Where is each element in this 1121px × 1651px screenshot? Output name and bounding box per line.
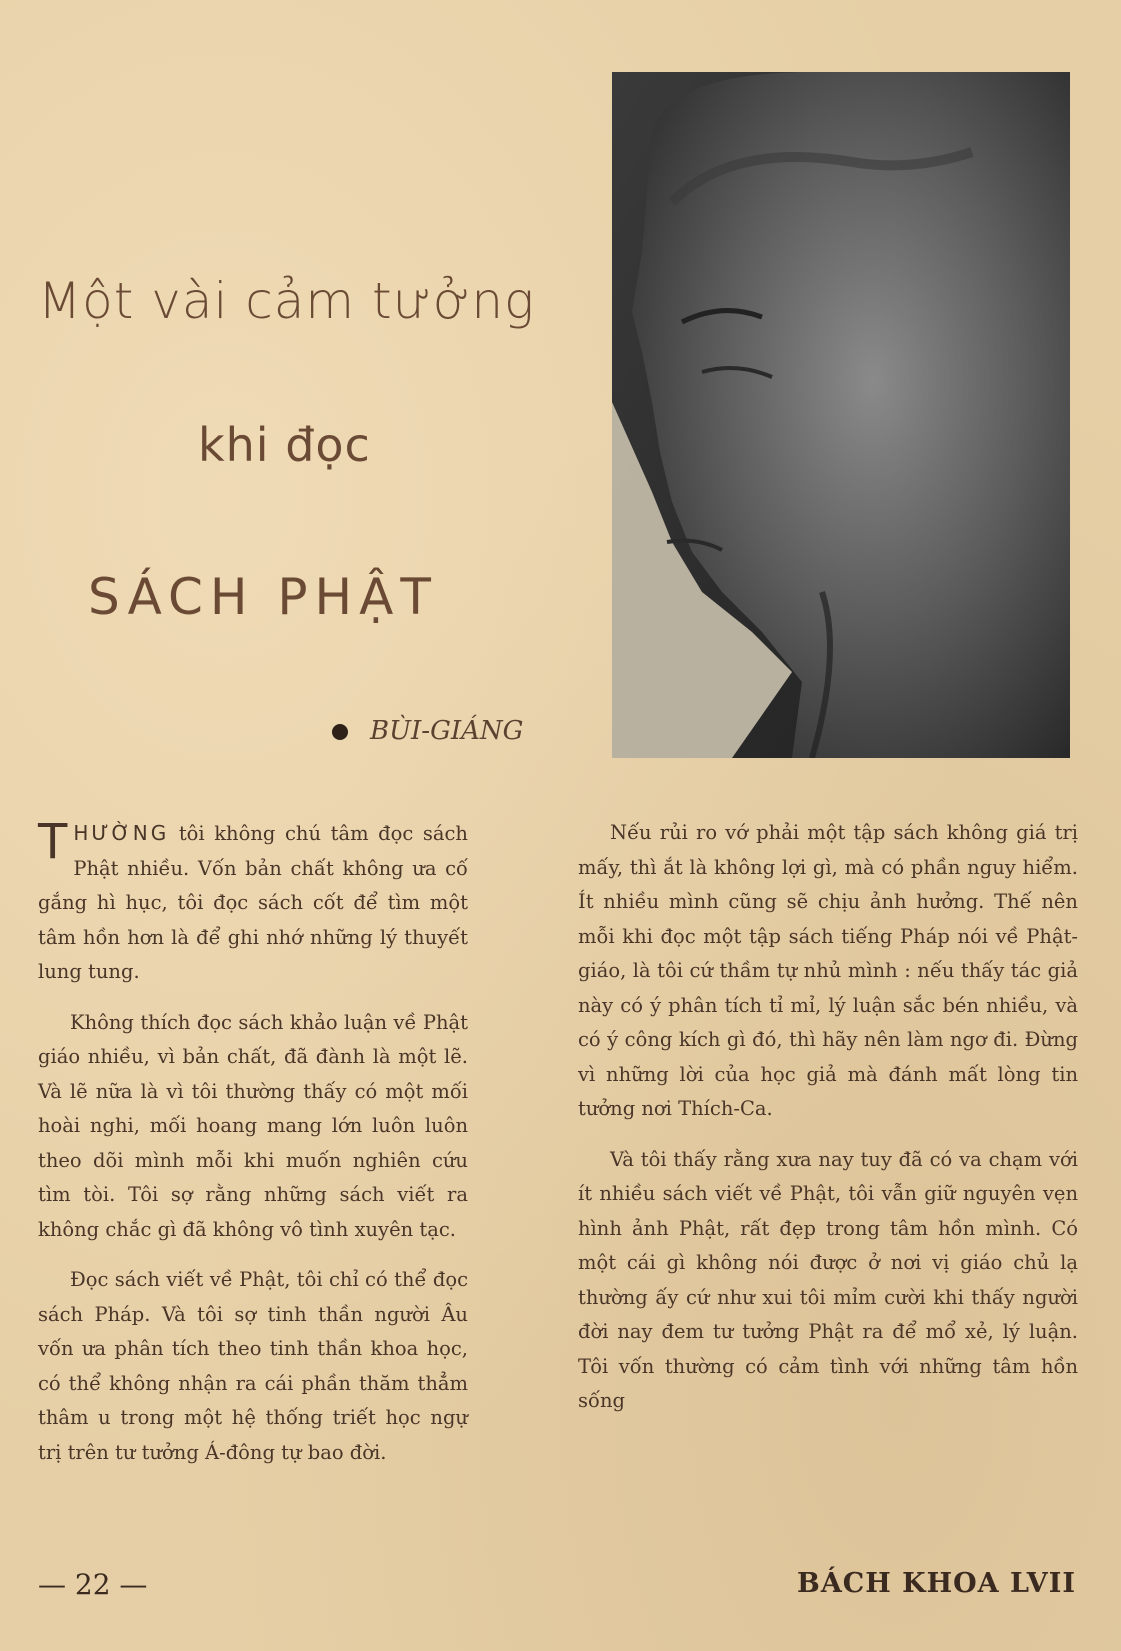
bullet-icon: [332, 724, 348, 740]
lead-caps: HƯỜNG: [73, 821, 170, 845]
article-column-left: [38, 816, 468, 1486]
title-line-1: Một vài cảm tưởng: [38, 272, 536, 330]
paragraph: [38, 816, 468, 990]
paragraph: Và tôi thấy rằng xưa nay tuy đã có va chạm với ít nhiều sách viết về Phật, tôi vẫn giữ nguyên vẹn hình ảnh Phật, rất đẹp trong tâm hồn mình. Có một cái gì không nói được ở nơi vị giáo chủ lạ thường ấy cứ như xui tôi mỉm cười khi thấy người đời nay đem tư tưởng Phật ra để mổ xẻ, lý luận. Tôi vốn thường có cảm tình với những tâm hồn sống: [578, 1147, 1078, 1412]
article-column-right: [578, 816, 1078, 1435]
page-number: — 22 —: [38, 1568, 148, 1601]
buddha-photo: [612, 72, 1070, 758]
drop-cap: T: [38, 814, 68, 870]
title-line-3: SÁCH PHẬT: [88, 568, 438, 626]
paragraph-text: tôi không chú tâm đọc sách Phật nhiều. Vốn bản chất không ưa cố gắng hì hục, tôi đọc sách cốt để tìm một tâm hồn hơn là để ghi nhớ những lý thuyết lung tung.: [38, 822, 468, 983]
paragraph: Nếu rủi ro vớ phải một tập sách không giá trị mấy, thì ắt là không lợi gì, mà có phần nguy hiểm. Ít nhiều mình cũng sẽ chịu ảnh hưởng. Thế nên mỗi khi đọc một tập sách tiếng Pháp nói về Phật-giáo, là tôi cứ thầm tự nhủ mình : nếu thấy tác giả này có ý phân tích tỉ mỉ, lý luận sắc bén nhiều, và có ý công kích gì đó, thì hãy nên làm ngơ đi. Đừng vì những lời của học giả mà đánh mất lòng tin tưởng nơi Thích-Ca.: [578, 821, 1078, 1120]
title-line-2: khi đọc: [198, 418, 371, 472]
buddha-head-illustration: [612, 72, 1070, 758]
paragraph: Không thích đọc sách khảo luận về Phật giáo nhiều, vì bản chất, đã đành là một lẽ. Và lẽ nữa là vì tôi thường thấy có một mối hoài nghi, mối hoang mang lớn luôn luôn theo dõi mình mỗi khi muốn nghiên cứu tìm tòi. Tôi sợ rằng những sách viết ra không chắc gì đã không vô tình xuyên tạc.: [38, 1010, 468, 1241]
magazine-name: BÁCH KHOA LVII: [797, 1568, 1077, 1599]
author-byline: [332, 716, 523, 746]
author-name: BÙI-GIÁNG: [370, 716, 524, 746]
paragraph: Đọc sách viết về Phật, tôi chỉ có thể đọc sách Pháp. Và tôi sợ tinh thần người Âu vốn ưa phân tích theo tinh thần khoa học, có thể không nhận ra cái phần thăm thẳm thâm u trong một hệ thống triết học ngự trị trên tư tưởng Á-đông tự bao đời.: [38, 1268, 468, 1464]
